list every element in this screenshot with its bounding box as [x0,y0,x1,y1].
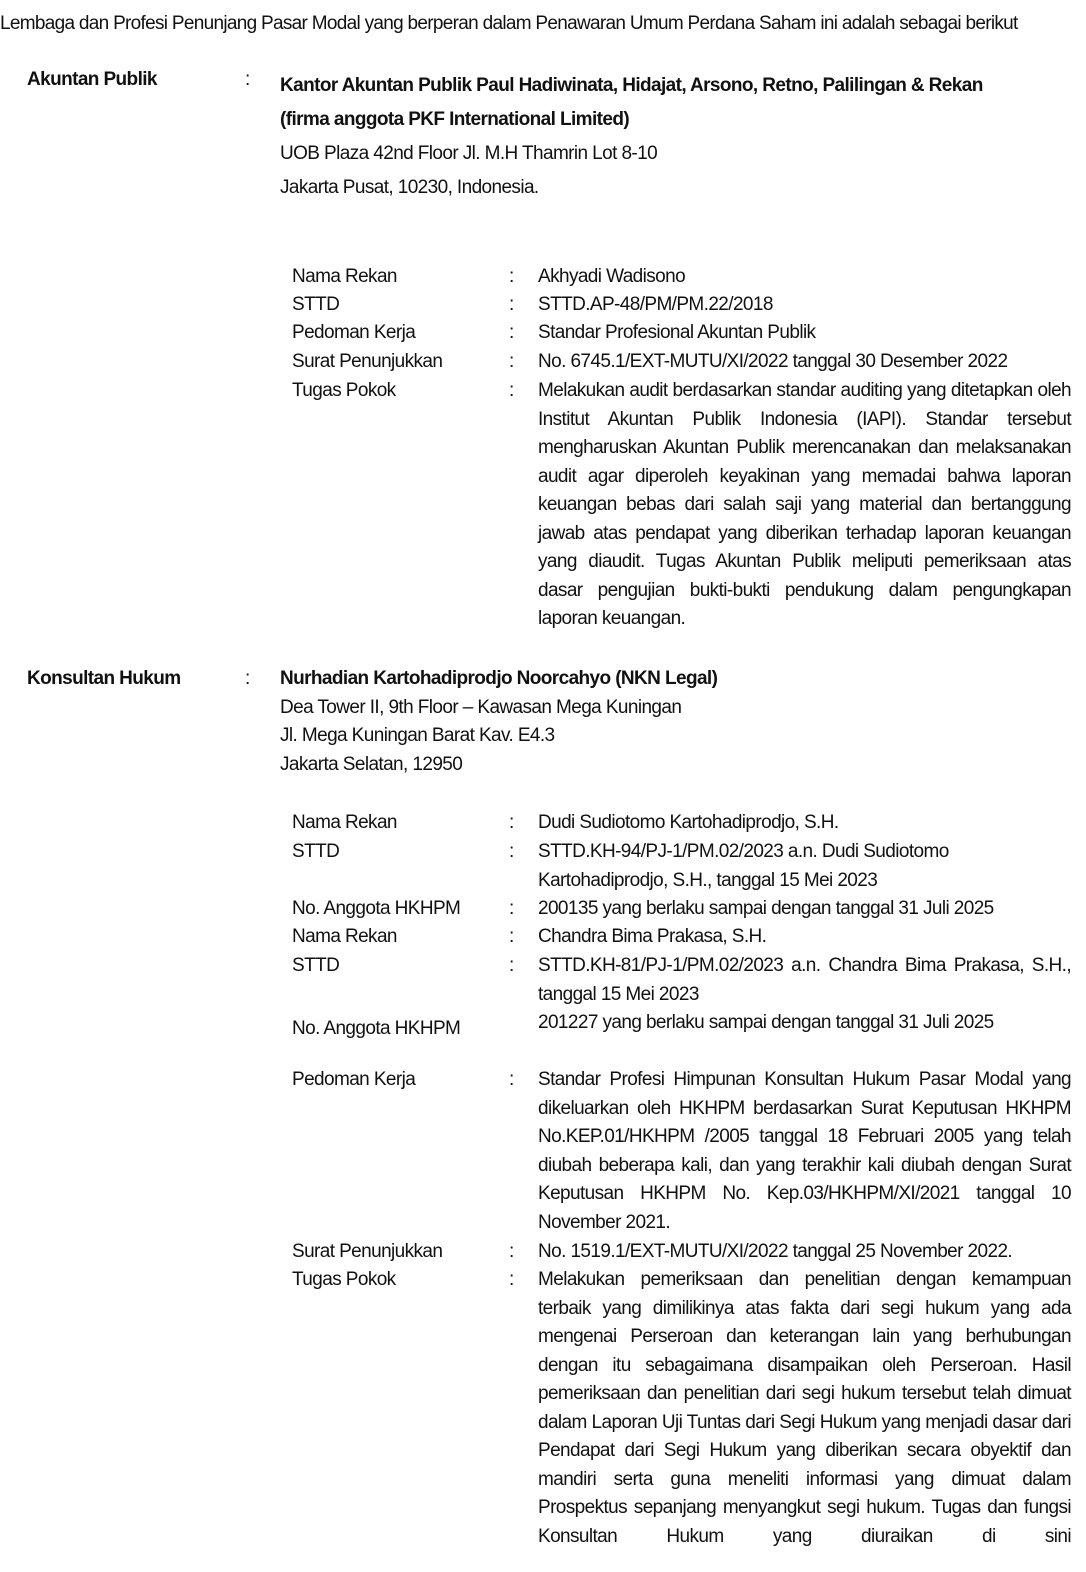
detail-key: No. Anggota HKHPM [292,1018,461,1039]
detail-colon: : [509,1269,514,1290]
detail-colon: : [509,955,514,976]
detail-key: Pedoman Kerja [292,322,416,343]
address-line: Jl. Mega Kuningan Barat Kav. E4.3 [280,725,555,746]
section-colon: : [245,668,251,689]
detail-colon: : [509,322,514,343]
detail-colon: : [509,812,514,833]
detail-key: Nama Rekan [292,812,397,833]
firm-info [280,72,1070,203]
detail-key: Tugas Pokok [292,1269,396,1290]
address-line: Jakarta Pusat, 10230, Indonesia. [280,177,539,198]
detail-key: STTD [292,294,340,315]
detail-value: Melakukan pemeriksaan dan penelitian dengan kemampuan terbaik yang dimilikinya atas fakta dari segi hukum yang ada mengenai Perseroan dan keterangan lain yang berhubungan dengan itu sebagaimana disampaikan oleh Perseroan. Hasil pemeriksaan dan penelitian dari segi hukum tersebut telah dimuat dalam Laporan Uji Tuntas dari Segi Hukum yang menjadi dasar dari Pendapat dari Segi Hukum yang diberikan secara obyektif dan mandiri serta guna meneliti informasi yang dimuat dalam Prospektus sepanjang menyangkut segi hukum. Tugas dan fungsi Konsultan Hukum yang diuraikan di sini [538,1269,1071,1547]
detail-key: STTD [292,955,340,976]
detail-value: STTD.AP-48/PM/PM.22/2018 [538,294,773,315]
detail-key: Surat Penunjukkan [292,351,443,372]
firm-name-line: (firma anggota PKF International Limited) [280,109,630,130]
detail-value: Standar Profesi Himpunan Konsultan Hukum Pasar Modal yang dikeluarkan oleh HKHPM berdasarkan Surat Keputusan HKHPM No.KEP.01/HKHPM /2005 tanggal 18 Februari 2005 yang telah diubah beberapa kali, dan yang terakhir kali diubah dengan Surat Keputusan HKHPM No. Kep.03/HKHPM/XI/2021 tanggal 10 November 2021. [538,1069,1071,1233]
detail-key: Surat Penunjukkan [292,1241,443,1262]
detail-value: Akhyadi Wadisono [538,266,686,287]
detail-key: Nama Rekan [292,926,397,947]
firm-info [280,665,1070,779]
detail-colon: : [509,926,514,947]
detail-key: No. Anggota HKHPM [292,898,461,919]
detail-colon: : [509,294,514,315]
detail-colon: : [509,898,514,919]
detail-key: Tugas Pokok [292,380,396,401]
firm-name-line: Kantor Akuntan Publik Paul Hadiwinata, Hidajat, Arsono, Retno, Palilingan & Rekan [280,75,983,96]
detail-colon: : [509,380,514,401]
detail-colon: : [509,1069,514,1090]
detail-value: Melakukan audit berdasarkan standar auditing yang ditetapkan oleh Institut Akuntan Publik Indonesia (IAPI). Standar tersebut mengharuskan Akuntan Publik merencanakan dan melaksanakan audit agar diperoleh keyakinan yang memadai bahwa laporan keuangan bebas dari salah saji yang material dan bertanggung jawab atas pendapat yang diberikan terhadap laporan keuangan yang diaudit. Tugas Akuntan Publik meliputi pemeriksaan atas dasar pengujian bukti-bukti pendukung dalam pengungkapan laporan keuangan. [538,380,1071,629]
detail-key: Nama Rekan [292,266,397,287]
detail-colon: : [509,841,514,862]
firm-name-line: Nurhadian Kartohadiprodjo Noorcahyo (NKN Legal) [280,668,718,689]
section-label: Konsultan Hukum [27,668,181,689]
detail-value: Standar Profesional Akuntan Publik [538,322,816,343]
detail-value: STTD.KH-81/PJ-1/PM.02/2023 a.n. Chandra Bima Prakasa, S.H., tanggal 15 Mei 2023 [538,955,1071,1005]
address-line: Jakarta Selatan, 12950 [280,753,463,775]
detail-value: 200135 yang berlaku sampai dengan tanggal 31 Juli 2025 [538,898,994,919]
section-colon: : [245,69,251,90]
section-label: Akuntan Publik [27,69,157,90]
detail-key: STTD [292,841,340,862]
address-line: Dea Tower II, 9th Floor – Kawasan Mega Kuningan [280,696,682,718]
address-line: UOB Plaza 42nd Floor Jl. M.H Thamrin Lot 8-10 [280,143,658,164]
detail-value: Dudi Sudiotomo Kartohadiprodjo, S.H. [538,812,839,833]
detail-value: 201227 yang berlaku sampai dengan tanggal 31 Juli 2025 [538,1012,994,1033]
intro-paragraph: Lembaga dan Profesi Penunjang Pasar Modal yang berperan dalam Penawaran Umum Perdana Saham ini adalah sebagai berikut [0,13,1018,34]
detail-colon: : [509,1241,514,1262]
detail-value: No. 6745.1/EXT-MUTU/XI/2022 tanggal 30 Desember 2022 [538,351,1008,372]
detail-colon: : [509,266,514,287]
detail-key: Pedoman Kerja [292,1069,416,1090]
detail-value: Chandra Bima Prakasa, S.H. [538,926,767,947]
detail-value: STTD.KH-94/PJ-1/PM.02/2023 a.n. Dudi Sudiotomo Kartohadiprodjo, S.H., tanggal 15 Mei 2023 [538,841,949,891]
detail-colon: : [509,351,514,372]
detail-value: No. 1519.1/EXT-MUTU/XI/2022 tanggal 25 November 2022. [538,1241,1013,1262]
